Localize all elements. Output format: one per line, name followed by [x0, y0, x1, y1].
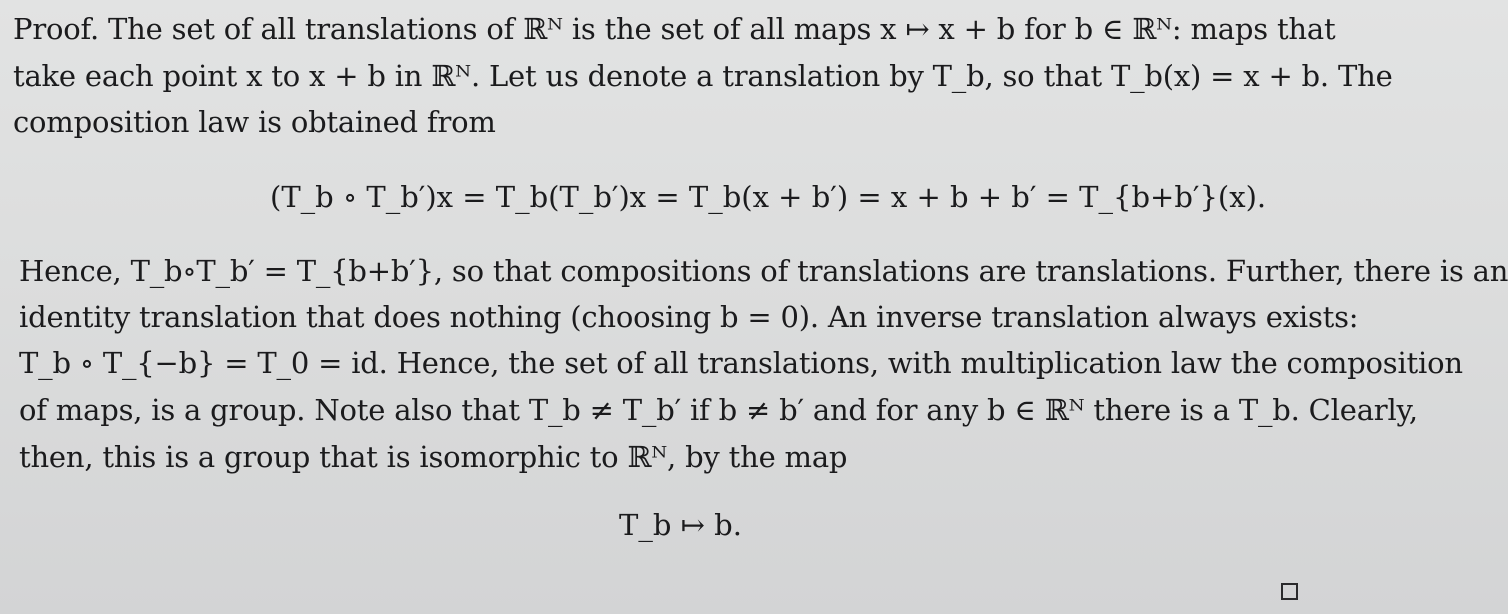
proof-line-3: composition law is obtained from: [13, 105, 496, 139]
proof-line-8: then, this is a group that is isomorphic to ℝᴺ, by the map: [19, 440, 848, 474]
proof-line-1: Proof. The set of all translations of ℝᴺ is the set of all maps x ↦ x + b for b ∈ ℝᴺ: maps that: [13, 12, 1336, 46]
proof-line-5: identity translation that does nothing (choosing b = 0). An inverse translation always exists:: [19, 300, 1359, 334]
proof-line-6: T_b ∘ T_{−b} = T_0 = id. Hence, the set of all translations, with multiplication law the composition: [19, 346, 1463, 380]
proof-line-4: Hence, T_b∘T_b′ = T_{b+b′}, so that compositions of translations are translations. Further, there is an: [19, 254, 1508, 288]
qed-box-icon: [1281, 583, 1298, 600]
composition-equation: (T_b ∘ T_b′)x = T_b(T_b′)x = T_b(x + b′) = x + b + b′ = T_{b+b′}(x).: [270, 180, 1267, 214]
isomorphism-map-equation: T_b ↦ b.: [619, 508, 742, 542]
proof-line-7: of maps, is a group. Note also that T_b ≠ T_b′ if b ≠ b′ and for any b ∈ ℝᴺ there is a T_b. Clearly,: [19, 393, 1418, 427]
proof-line-2: take each point x to x + b in ℝᴺ. Let us denote a translation by T_b, so that T_b(x) = x + b. The: [13, 59, 1393, 93]
